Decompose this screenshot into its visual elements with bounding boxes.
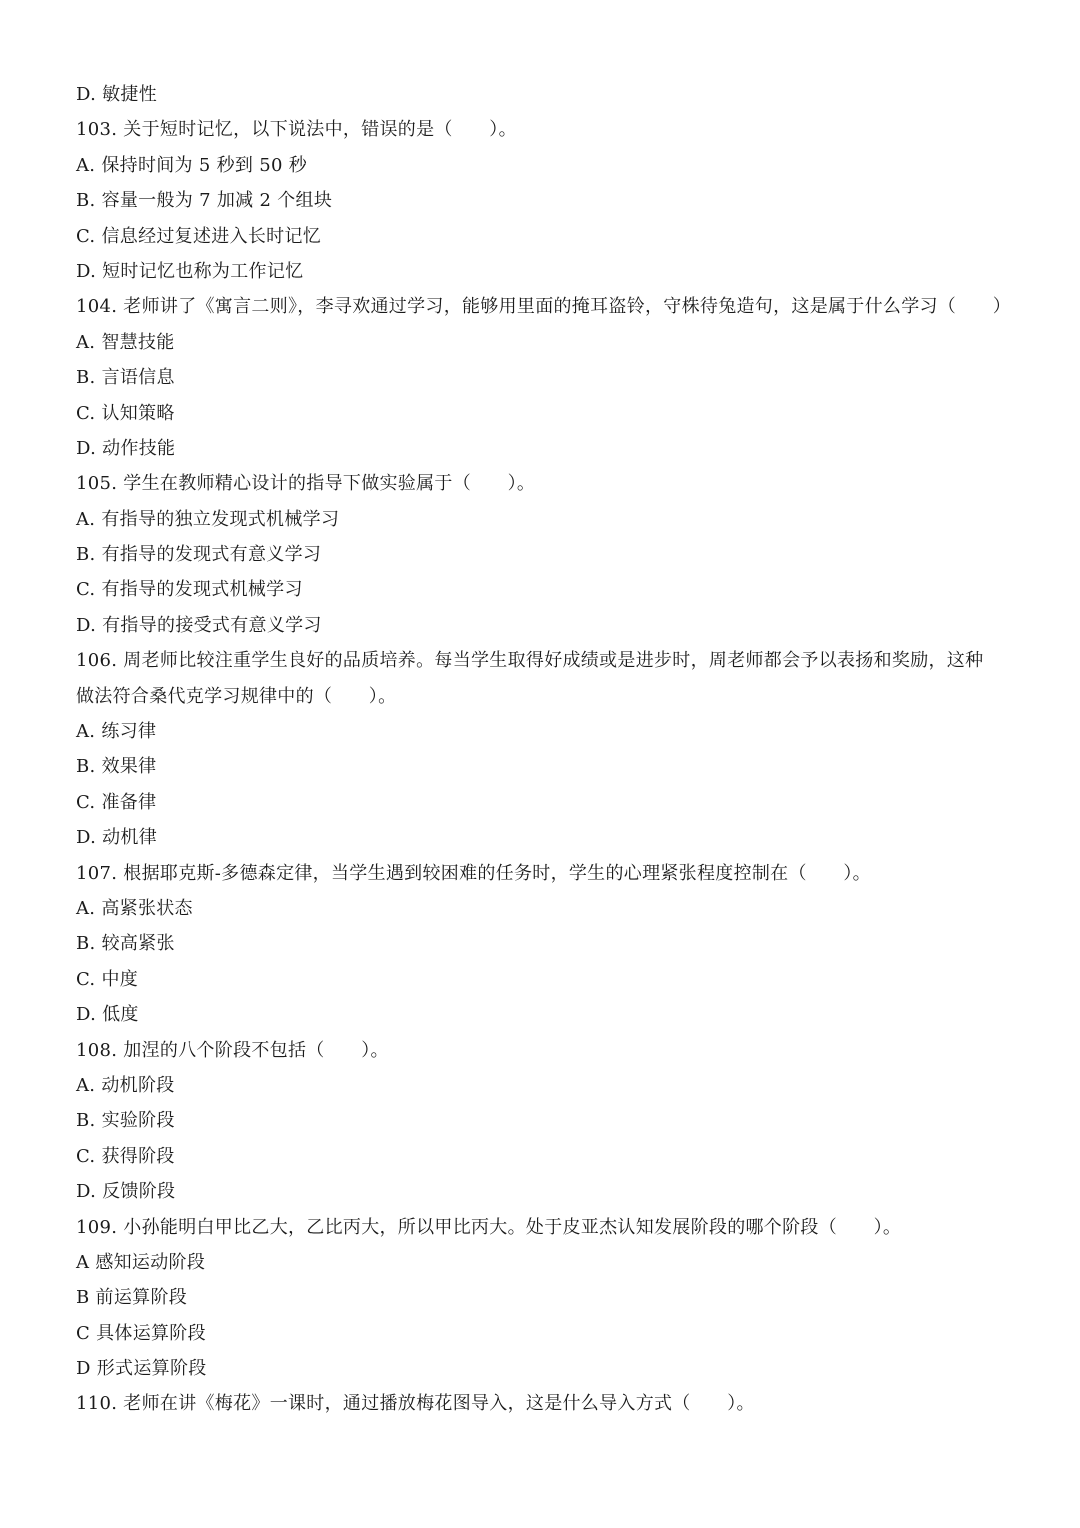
option-line: C. 有指导的发现式机械学习: [76, 579, 303, 601]
option-line: C. 认知策略: [76, 402, 175, 424]
option-line: C 具体运算阶段: [76, 1322, 206, 1344]
option-line: A. 动机阶段: [76, 1074, 175, 1096]
question-106: 106. 周老师比较注重学生良好的品质培养。每当学生取得好成绩或是进步时，周老师都会予以表扬和奖励，这种: [76, 650, 984, 672]
question-105: 105. 学生在教师精心设计的指导下做实验属于（ ）。: [76, 473, 536, 495]
option-line: C. 准备律: [76, 791, 157, 813]
option-line: B 前运算阶段: [76, 1287, 188, 1309]
option-line: C. 中度: [76, 968, 139, 990]
question-103: 103. 关于短时记忆，以下说法中，错误的是（ ）。: [76, 119, 517, 141]
option-line: A. 练习律: [76, 721, 157, 743]
option-line: D 形式运算阶段: [76, 1358, 207, 1380]
option-line: A. 高紧张状态: [76, 897, 193, 919]
question-107: 107. 根据耶克斯-多德森定律，当学生遇到较困难的任务时，学生的心理紧张程度控制在（ ）。: [76, 862, 871, 884]
option-line: A 感知运动阶段: [76, 1251, 206, 1273]
question-104: 104. 老师讲了《寓言二则》，李寻欢通过学习，能够用里面的掩耳盗铃，守株待兔造句，这是属于什么学习（ ）: [76, 296, 1011, 318]
document-page: [76, 77, 1016, 1422]
option-line: D. 短时记忆也称为工作记忆: [76, 260, 304, 282]
option-line: B. 实验阶段: [76, 1110, 175, 1132]
option-line: D. 低度: [76, 1004, 139, 1026]
question-108: 108. 加涅的八个阶段不包括（ ）。: [76, 1039, 389, 1061]
option-line: B. 效果律: [76, 756, 157, 778]
option-line: D. 反馈阶段: [76, 1181, 176, 1203]
option-line: B. 言语信息: [76, 367, 175, 389]
option-line: D. 敏捷性: [76, 84, 158, 105]
question-106-continued: 做法符合桑代克学习规律中的（ ）。: [76, 685, 397, 707]
option-line: D. 动作技能: [76, 437, 176, 459]
option-line: D. 动机律: [76, 827, 158, 849]
option-line: A. 智慧技能: [76, 331, 175, 353]
option-line: B. 容量一般为 7 加减 2 个组块: [76, 190, 333, 212]
option-line: D. 有指导的接受式有意义学习: [76, 614, 322, 636]
question-110: 110. 老师在讲《梅花》一课时，通过播放梅花图导入，这是什么导入方式（ ）。: [76, 1393, 755, 1415]
question-109: 109. 小孙能明白甲比乙大，乙比丙大，所以甲比丙大。处于皮亚杰认知发展阶段的哪个阶段（ ）。: [76, 1216, 902, 1238]
option-line: B. 有指导的发现式有意义学习: [76, 544, 322, 566]
option-line: A. 有指导的独立发现式机械学习: [76, 508, 340, 530]
option-line: A. 保持时间为 5 秒到 50 秒: [76, 154, 308, 176]
option-line: C. 信息经过复述进入长时记忆: [76, 225, 322, 247]
option-line: B. 较高紧张: [76, 933, 175, 955]
option-line: C. 获得阶段: [76, 1145, 175, 1167]
